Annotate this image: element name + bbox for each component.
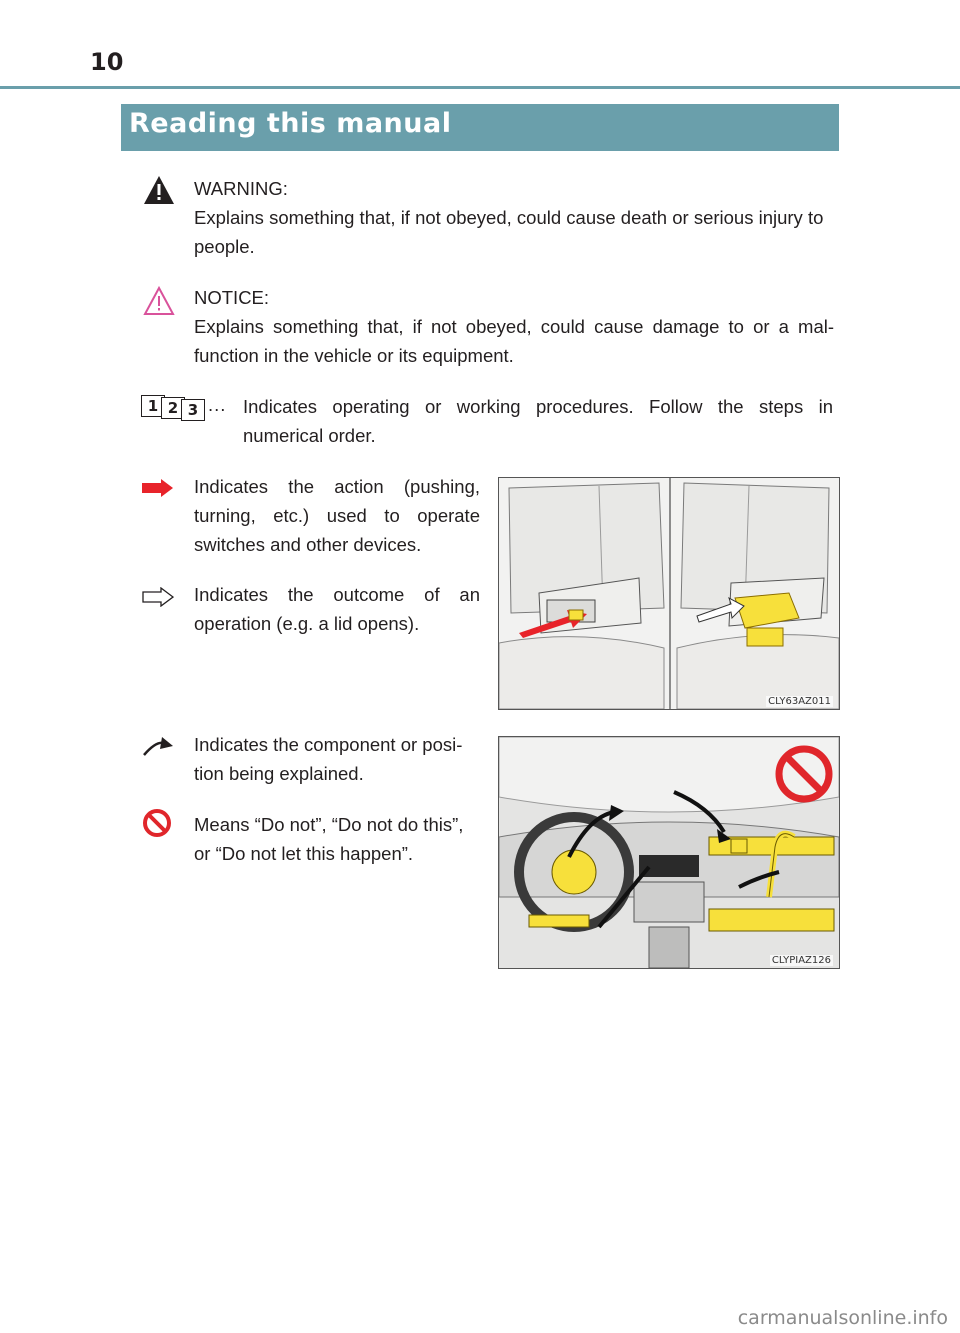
step-box-2: 2 [161,397,185,419]
step-box-1: 1 [141,395,165,417]
donot-text: Means “Do not”, “Do not do this”, or “Do not let this happen”. [194,814,464,864]
page-number: 10 [90,48,124,76]
warning-icon [142,174,176,206]
step-box-3: 3 [181,399,205,421]
outcome-arrow-icon [142,587,174,607]
seat-illustration [498,477,840,710]
notice-icon [142,285,176,317]
steps-ellipsis: ... [208,394,227,415]
photo1-code: CLY63AZ011 [768,696,831,707]
steps-icon [141,393,211,421]
section-title: Reading this manual [129,108,452,139]
notice-text: Explains something that, if not obeyed, could cause damage to or a mal-function in the vehicle or its equipment. [194,316,834,366]
outcome-text: Indicates the outcome of an operation (e.g. a lid opens). [194,584,480,634]
section-header [121,104,839,151]
notice-label: NOTICE: [194,287,270,308]
dashboard-drawing [499,737,839,968]
warning-text: Explains something that, if not obeyed, could cause death or serious injury to people. [194,207,824,257]
notice-block [194,283,834,370]
top-rule [0,86,960,89]
steps-text: Indicates operating or working procedures. Follow the steps in numerical order. [243,396,833,446]
warning-label: WARNING: [194,178,288,199]
prohibited-icon [142,808,172,838]
component-text: Indicates the component or posi-tion being explained. [194,734,463,784]
watermark: carmanualsonline.info [737,1307,948,1329]
action-text: Indicates the action (pushing, turning, etc.) used to operate switches and other devices. [194,476,480,555]
action-arrow-icon [142,479,174,497]
component-pointer-icon [142,737,174,757]
seat-drawing [499,478,839,709]
dashboard-illustration [498,736,840,969]
warning-block [194,174,834,261]
photo2-code: CLYPIAZ126 [771,955,831,966]
